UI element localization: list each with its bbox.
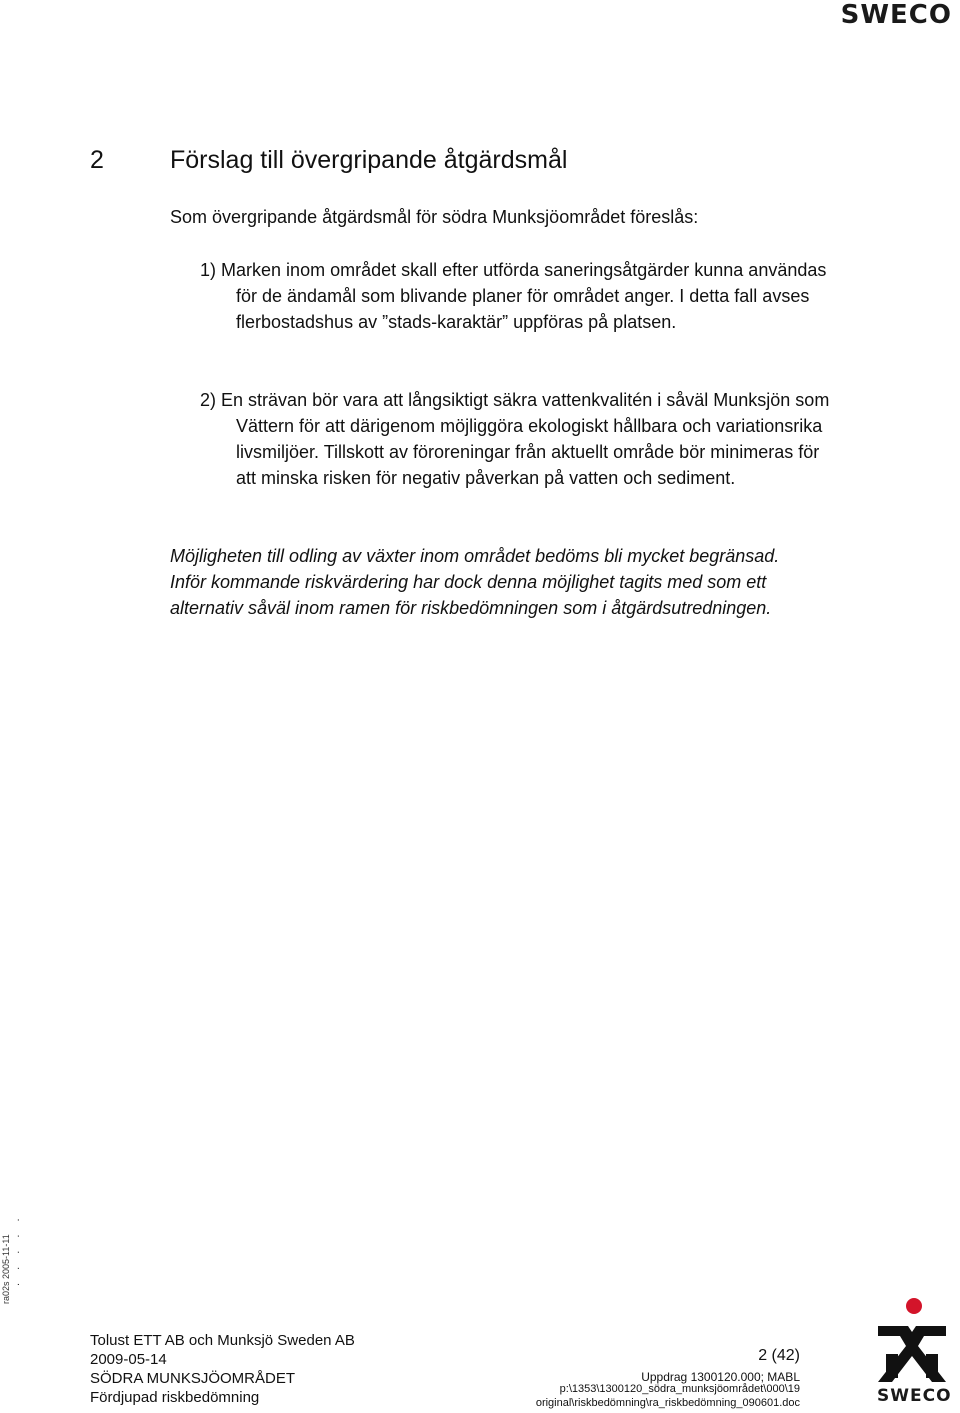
footer-project: SÖDRA MUNKSJÖOMRÅDET bbox=[90, 1370, 296, 1387]
goal-item-1 bbox=[200, 257, 836, 335]
side-dots: . . . . . bbox=[10, 1213, 22, 1286]
side-template-code: ra02s 2005-11-11 bbox=[1, 1234, 11, 1304]
heading-number: 2 bbox=[90, 146, 104, 174]
footer-page-number: 2 (42) bbox=[758, 1347, 800, 1364]
footer-file-path-continued: original\riskbedömning\ra_riskbedömning_090601.doc bbox=[535, 1397, 800, 1409]
goal-label: 2) bbox=[200, 390, 217, 410]
footer-date: 2009-05-14 bbox=[90, 1351, 167, 1368]
goal-text: En strävan bör vara att långsiktigt säkra vattenkvalitén i såväl Munksjön som Vättern för att därigenom möjliggöra ekologiskt hållbara och variationsrika livsmiljöer. Tillskott av föroreningar från aktuellt område bör minimeras för att minska risken för negativ påverkan på vatten och sediment. bbox=[221, 390, 830, 488]
intro-text: Som övergripande åtgärdsmål för södra Munksjöområdet föreslås: bbox=[170, 207, 699, 227]
footer-company: Tolust ETT AB och Munksjö Sweden AB bbox=[90, 1332, 355, 1349]
goal-item-2 bbox=[200, 387, 836, 491]
note-paragraph: Möjligheten till odling av växter inom området bedöms bli mycket begränsad. Inför kommande riskvärdering har dock denna möjlighet tagits med som ett alternativ såväl inom ramen för riskbedömningen som i åtgärdsutredningen. bbox=[170, 546, 780, 618]
footer-assignment: Uppdrag 1300120.000; MABL bbox=[641, 1370, 800, 1384]
footer-file-path: p:\1353\1300120_södra_munksjöområdet\000\19 bbox=[559, 1383, 800, 1395]
page-title: Förslag till övergripande åtgärdsmål bbox=[170, 146, 568, 174]
header-logo: SWECO bbox=[840, 0, 952, 30]
footer-document-title: Fördjupad riskbedömning bbox=[90, 1389, 260, 1406]
footer-logo-text: SWECO bbox=[877, 1386, 952, 1406]
goal-label: 1) bbox=[200, 260, 217, 280]
goal-text: Marken inom området skall efter utförda saneringsåtgärder kunna användas för de ändamål som blivande planer för området anger. I detta fall avses flerbostadshus av ”stads-karaktär” uppföras på platsen. bbox=[221, 260, 827, 332]
